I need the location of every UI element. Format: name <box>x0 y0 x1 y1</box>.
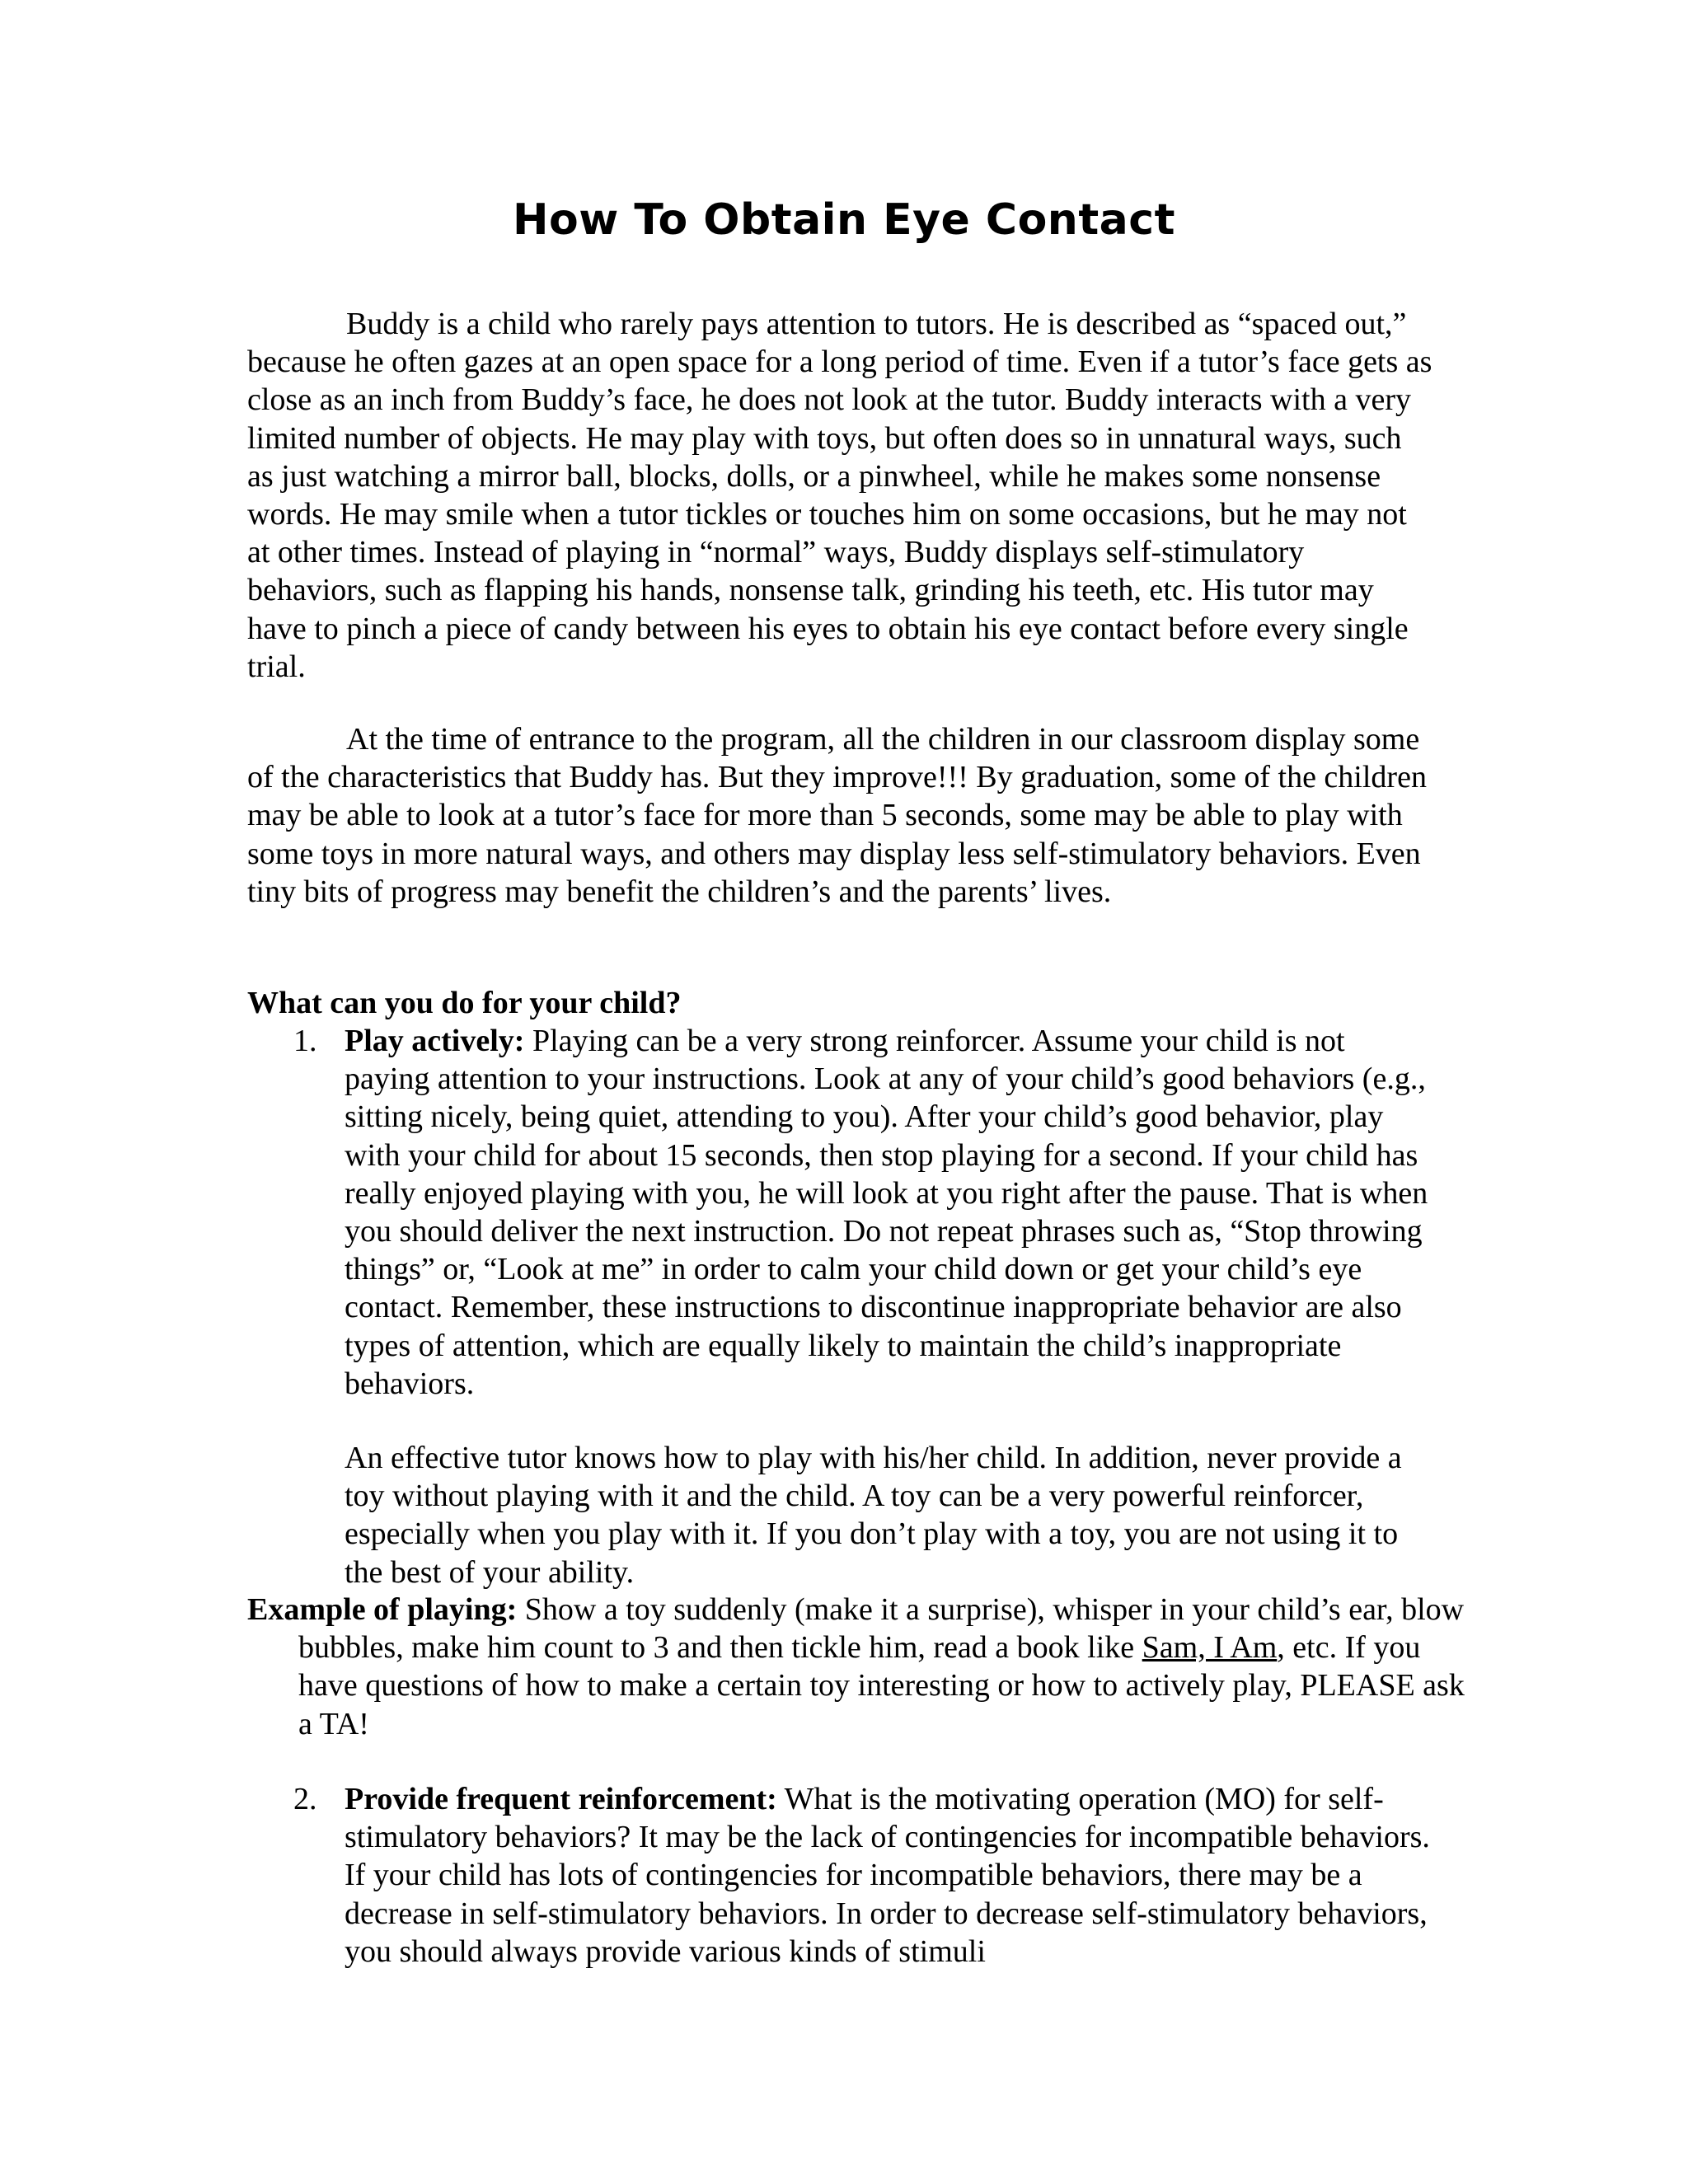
list-item-play-actively <box>293 1022 1434 1403</box>
example-text-before: Show a toy suddenly (make it a surprise), whisper in your child’s ear, blow bubbles, make him count to 3 and then tickle him, read a book like <box>298 1592 1465 1666</box>
list-item-label: Provide frequent reinforcement: <box>345 1782 777 1816</box>
book-title: Sam, I Am <box>1142 1630 1278 1666</box>
list-item-text: Playing can be a very strong reinforcer. Assume your child is not paying attention to your instructions. Look at any of your child’s good behaviors (e.g., sitting nicely, being quiet, attending to you). After your child’s good behavior, play with your child for about 15 seconds, then stop playing for a second. If your child has really enjoyed playing with you, he will look at you right after the pause. That is when you should deliver the next instruction. Do not repeat phrases such as, “Stop throwing things” or, “Look at me” in order to calm your child down or get your child’s eye contact. Remember, these instructions to discontinue inappropriate behavior are also types of attention, which are equally likely to maintain the child’s inappropriate behaviors. <box>345 1024 1428 1401</box>
example-text-after: , etc. If you have questions of how to make a certain toy interesting or how to actively play, PLEASE ask a TA! <box>298 1630 1465 1741</box>
example-paragraph <box>247 1591 1485 1743</box>
intro-paragraph: Buddy is a child who rarely pays attention to tutors. He is described as “spaced out,” because he often gazes at an open space for a long period of time. Even if a tutor’s face gets as close as an inch from Buddy’s face, he does not look at the tutor. Buddy interacts with a very limited number of objects. He may play with toys, but often does so in unnatural ways, such as just watching a mirror ball, blocks, dolls, or a pinwheel, while he makes some nonsense words. He may smile when a tutor tickles or touches him on some occasions, but he may not at other times. Instead of playing in “normal” ways, Buddy displays self-stimulatory behaviors, such as flapping his hands, nonsense talk, grinding his teeth, etc. His tutor may have to pinch a piece of candy between his eyes to obtain his eye contact before every single trial. <box>247 307 1432 684</box>
example-label: Example of playing: <box>247 1592 518 1627</box>
list-item-frequent-reinforcement <box>293 1780 1434 1971</box>
list-item-label: Play actively: <box>345 1024 525 1058</box>
progress-paragraph: At the time of entrance to the program, all the children in our classroom display some of the characteristics that Buddy has. But they improve!!! By graduation, some of the children may be able to look at a tutor’s face for more than 5 seconds, some may be able to play with some toys in more natural ways, and others may display less self-stimulatory behaviors. Even tiny bits of progress may benefit the children’s and the parents’ lives. <box>247 722 1427 909</box>
list-item-followup-paragraph: An effective tutor knows how to play with his/her child. In addition, never provide a toy without playing with it and the child. A toy can be a very powerful reinforcer, especially when you play with it. If you don’t play with a toy, you are not using it to the best of your ability. <box>345 1441 1402 1590</box>
list-item-number: 1. <box>293 1024 317 1058</box>
page-title: How To Obtain Eye Contact <box>513 195 1175 245</box>
section-heading: What can you do for your child? <box>247 986 682 1020</box>
list-item-text: What is the motivating operation (MO) for self-stimulatory behaviors? It may be the lack of contingencies for incompatible behaviors. If your child has lots of contingencies for incompatible behaviors, there may be a decrease in self-stimulatory behaviors. In order to decrease self-stimulatory behaviors, you should always provide various kinds of stimuli <box>345 1782 1430 1969</box>
list-item-number: 2. <box>293 1782 317 1816</box>
